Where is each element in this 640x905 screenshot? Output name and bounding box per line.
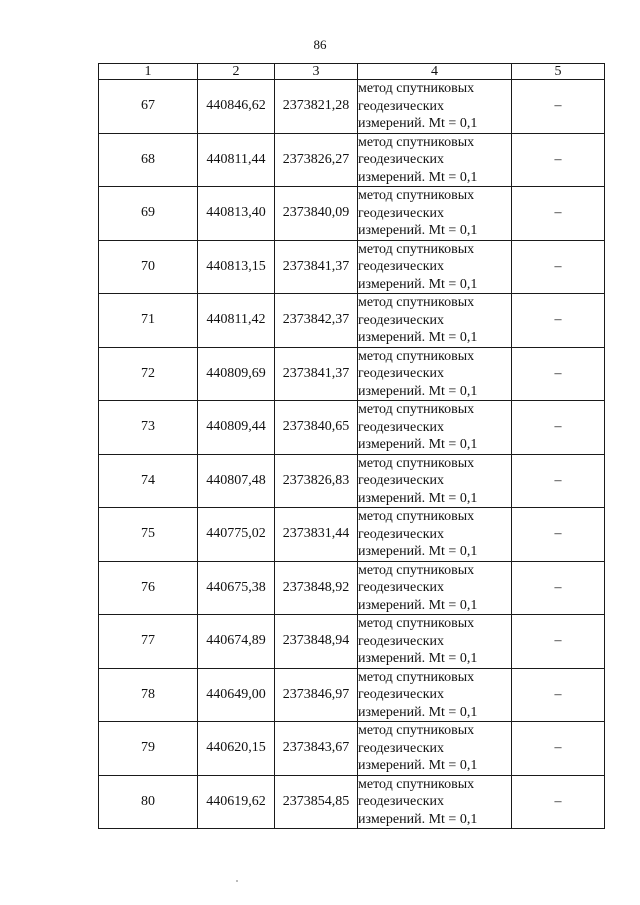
method-cell	[358, 240, 512, 294]
method-cell	[358, 561, 512, 615]
y-coordinate-cell: 2373821,28	[275, 80, 358, 134]
note-cell: –	[512, 187, 605, 241]
x-coordinate-cell: 440846,62	[198, 80, 275, 134]
point-number-cell: 69	[99, 187, 198, 241]
method-cell	[358, 615, 512, 669]
method-line: измерений. Mt = 0,1	[358, 330, 478, 345]
note-cell: –	[512, 240, 605, 294]
method-line: метод спутниковых	[358, 188, 475, 203]
note-cell: –	[512, 347, 605, 401]
note-cell: –	[512, 294, 605, 348]
x-coordinate-cell: 440675,38	[198, 561, 275, 615]
y-coordinate-cell: 2373826,27	[275, 133, 358, 187]
note-cell: –	[512, 80, 605, 134]
point-number-cell: 78	[99, 668, 198, 722]
method-line: метод спутниковых	[358, 348, 475, 364]
method-line: метод спутниковых	[358, 455, 475, 471]
note-cell: –	[512, 668, 605, 722]
method-line: метод спутниковых	[358, 669, 475, 685]
point-number-cell: 74	[99, 454, 198, 508]
method-line: геодезических	[358, 633, 445, 649]
method-line: метод спутниковых	[358, 562, 475, 578]
method-line: метод спутниковых	[358, 776, 475, 792]
note-cell: –	[512, 615, 605, 669]
x-coordinate-cell: 440813,40	[198, 187, 275, 241]
y-coordinate-cell: 2373842,37	[275, 294, 358, 348]
method-line: метод спутниковых	[358, 723, 475, 738]
table-row	[99, 80, 605, 134]
method-line: геодезических	[358, 473, 445, 488]
note-cell: –	[512, 561, 605, 615]
method-line: измерений. Mt = 0,1	[358, 383, 478, 399]
method-line: метод спутниковых	[358, 509, 475, 524]
point-number-cell: 68	[99, 133, 198, 187]
y-coordinate-cell: 2373843,67	[275, 722, 358, 776]
method-line: измерений. Mt = 0,1	[358, 811, 478, 827]
point-number-cell: 70	[99, 240, 198, 294]
method-line: метод спутниковых	[358, 616, 475, 631]
table-row	[99, 615, 605, 669]
y-coordinate-cell: 2373846,97	[275, 668, 358, 722]
method-line: измерений. Mt = 0,1	[358, 544, 478, 559]
method-line: геодезических	[358, 794, 445, 809]
table-row	[99, 187, 605, 241]
x-coordinate-cell: 440649,00	[198, 668, 275, 722]
table-row	[99, 775, 605, 829]
y-coordinate-cell: 2373840,65	[275, 401, 358, 455]
method-cell	[358, 722, 512, 776]
column-header: 4	[358, 64, 512, 80]
method-cell	[358, 508, 512, 562]
method-line: измерений. Mt = 0,1	[358, 437, 478, 452]
x-coordinate-cell: 440811,44	[198, 133, 275, 187]
table-row	[99, 401, 605, 455]
point-number-cell: 80	[99, 775, 198, 829]
x-coordinate-cell: 440674,89	[198, 615, 275, 669]
method-line: геодезических	[358, 366, 445, 381]
table-row	[99, 722, 605, 776]
table-row	[99, 240, 605, 294]
method-cell	[358, 668, 512, 722]
method-line: метод спутниковых	[358, 402, 475, 417]
note-cell: –	[512, 133, 605, 187]
method-cell	[358, 187, 512, 241]
column-header: 2	[198, 64, 275, 80]
x-coordinate-cell: 440775,02	[198, 508, 275, 562]
method-line: измерений. Mt = 0,1	[358, 597, 478, 613]
point-number-cell: 71	[99, 294, 198, 348]
method-line: метод спутниковых	[358, 241, 475, 257]
point-number-cell: 79	[99, 722, 198, 776]
method-line: геодезических	[358, 419, 445, 435]
x-coordinate-cell: 440813,15	[198, 240, 275, 294]
method-line: измерений. Mt = 0,1	[358, 758, 478, 773]
table-row	[99, 294, 605, 348]
y-coordinate-cell: 2373840,09	[275, 187, 358, 241]
method-line: измерений. Mt = 0,1	[358, 651, 478, 666]
method-line: геодезических	[358, 580, 445, 595]
note-cell: –	[512, 722, 605, 776]
method-line: геодезических	[358, 526, 445, 542]
y-coordinate-cell: 2373831,44	[275, 508, 358, 562]
method-line: геодезических	[358, 98, 445, 114]
method-cell	[358, 294, 512, 348]
note-cell: –	[512, 401, 605, 455]
method-line: измерений. Mt = 0,1	[358, 223, 478, 238]
point-number-cell: 73	[99, 401, 198, 455]
method-cell	[358, 133, 512, 187]
y-coordinate-cell: 2373841,37	[275, 347, 358, 401]
table-row	[99, 454, 605, 508]
x-coordinate-cell: 440809,44	[198, 401, 275, 455]
method-line: геодезических	[358, 205, 445, 221]
method-line: метод спутниковых	[358, 134, 475, 150]
scan-speck	[236, 880, 238, 882]
note-cell: –	[512, 508, 605, 562]
method-cell	[358, 775, 512, 829]
method-line: измерений. Mt = 0,1	[358, 490, 478, 506]
coordinates-table	[98, 63, 605, 829]
method-cell	[358, 454, 512, 508]
table-header-row	[99, 64, 605, 80]
method-cell	[358, 347, 512, 401]
point-number-cell: 77	[99, 615, 198, 669]
column-header: 5	[512, 64, 605, 80]
point-number-cell: 76	[99, 561, 198, 615]
method-line: геодезических	[358, 152, 445, 167]
x-coordinate-cell: 440619,62	[198, 775, 275, 829]
note-cell: –	[512, 775, 605, 829]
table-row	[99, 133, 605, 187]
y-coordinate-cell: 2373848,92	[275, 561, 358, 615]
y-coordinate-cell: 2373854,85	[275, 775, 358, 829]
point-number-cell: 72	[99, 347, 198, 401]
method-line: метод спутниковых	[358, 295, 475, 310]
x-coordinate-cell: 440807,48	[198, 454, 275, 508]
method-line: измерений. Mt = 0,1	[358, 704, 478, 720]
point-number-cell: 75	[99, 508, 198, 562]
method-line: геодезических	[358, 687, 445, 702]
table-row	[99, 561, 605, 615]
table-body	[99, 80, 605, 829]
method-line: измерений. Mt = 0,1	[358, 116, 478, 131]
method-line: геодезических	[358, 259, 445, 274]
method-cell	[358, 401, 512, 455]
method-line: метод спутниковых	[358, 81, 475, 96]
x-coordinate-cell: 440811,42	[198, 294, 275, 348]
y-coordinate-cell: 2373841,37	[275, 240, 358, 294]
point-number-cell: 67	[99, 80, 198, 134]
table-row	[99, 347, 605, 401]
note-cell: –	[512, 454, 605, 508]
table-row	[99, 508, 605, 562]
column-header: 1	[99, 64, 198, 80]
x-coordinate-cell: 440809,69	[198, 347, 275, 401]
column-header: 3	[275, 64, 358, 80]
method-line: измерений. Mt = 0,1	[358, 276, 478, 292]
method-line: геодезических	[358, 312, 445, 328]
y-coordinate-cell: 2373848,94	[275, 615, 358, 669]
method-line: измерений. Mt = 0,1	[358, 169, 478, 185]
method-cell	[358, 80, 512, 134]
method-line: геодезических	[358, 740, 445, 756]
table-row	[99, 668, 605, 722]
x-coordinate-cell: 440620,15	[198, 722, 275, 776]
y-coordinate-cell: 2373826,83	[275, 454, 358, 508]
page-number: 86	[313, 37, 327, 52]
